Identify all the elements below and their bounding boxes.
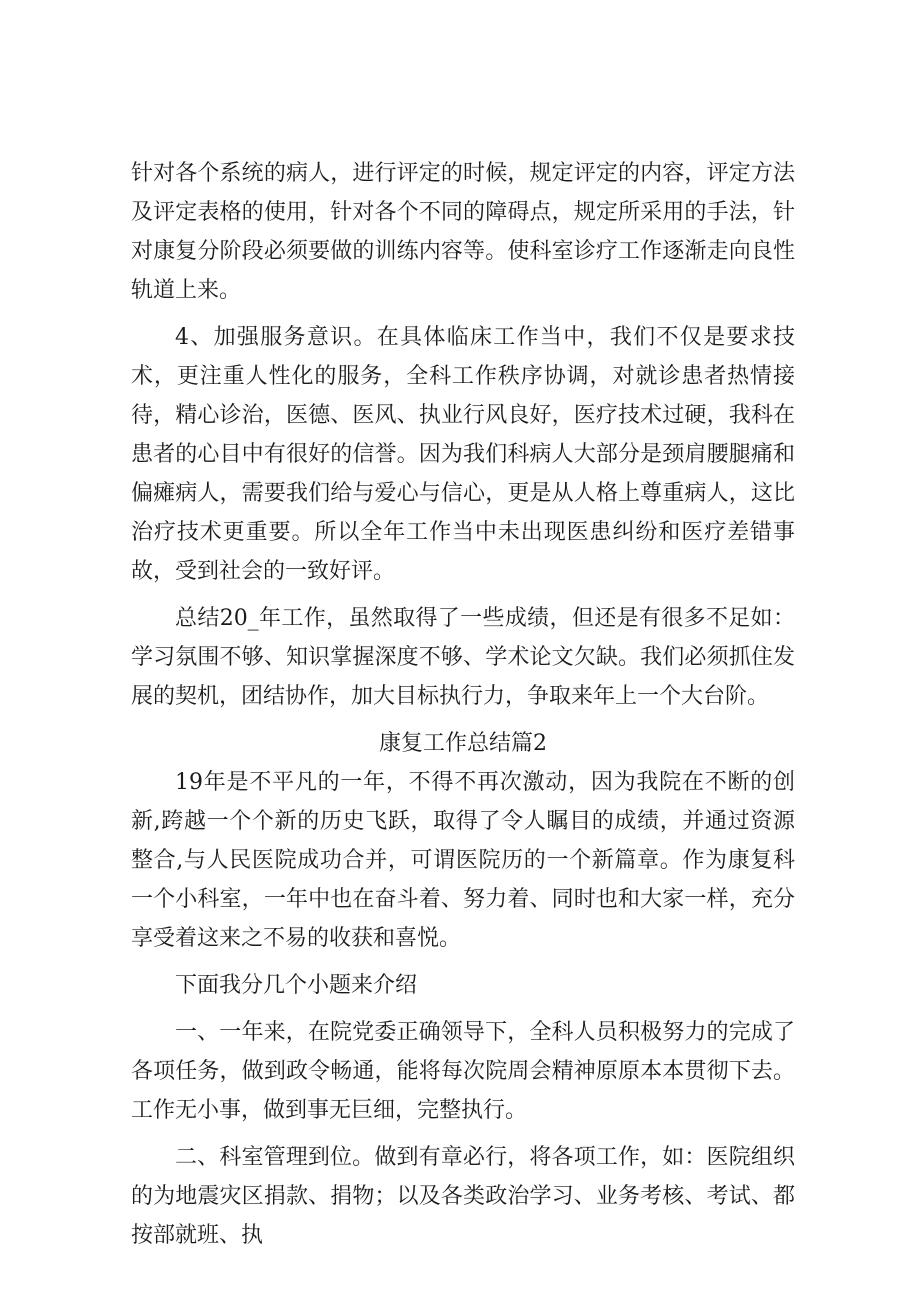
paragraph-annual-summary: 总结20_年工作，虽然取得了一些成绩，但还是有很多不足如：学习氛围不够、知识掌握深度不够、学术论文欠缺。我们必须抓住发展的契机，团结协作，加大目标执行力，争取来年上一个大台阶。: [131, 606, 795, 709]
paragraph-evaluation-standards: 针对各个系统的病人，进行评定的时候，规定评定的内容，评定方法及评定表格的使用，针对各个不同的障碍点，规定所采用的手法，针对康复分阶段必须要做的训练内容等。使科室诊疗工作逐渐走向良性轨道上来。: [131, 161, 795, 303]
paragraph-service-awareness: 4、加强服务意识。在具体临床工作当中，我们不仅是要求技术，更注重人性化的服务，全科工作秩序协调，对就诊患者热情接待，精心诊治，医德、医风、执业行风良好，医疗技术过硬，我科在患者的心目中有很好的信誉。因为我们科病人大部分是颈肩腰腿痛和偏瘫病人，需要我们给与爱心与信心，更是从人格上尊重病人，这比治疗技术更重要。所以全年工作当中未出现医患纠纷和医疗差错事故，受到社会的一致好评。: [131, 325, 795, 584]
section-heading: 康复工作总结篇2: [379, 731, 547, 756]
paragraph-item-one: 一、一年来，在院党委正确领导下，全科人员积极努力的完成了各项任务，做到政令畅通，能将每次院周会精神原原本本贯彻下去。工作无小事，做到事无巨细，完整执行。: [131, 1020, 795, 1123]
document-body: [131, 154, 795, 1263]
paragraph-year-overview: 19年是不平凡的一年，不得不再次激动，因为我院在不断的创新,跨越一个个新的历史飞跃，取得了令人瞩目的成绩，并通过资源整合,与人民医院成功合并，可谓医院历的一个新篇章。作为康复科一个小科室，一年中也在奋斗着、努力着、同时也和大家一样，充分享受着这来之不易的收获和喜悦。: [131, 770, 795, 951]
paragraph-item-two: 二、科室管理到位。做到有章必行，将各项工作，如：医院组织的为地震灾区捐款、捐物；以及各类政治学习、业务考核、考试、都按部就班、执: [131, 1145, 795, 1248]
paragraph-intro-topics: 下面我分几个小题来介绍: [175, 973, 418, 998]
